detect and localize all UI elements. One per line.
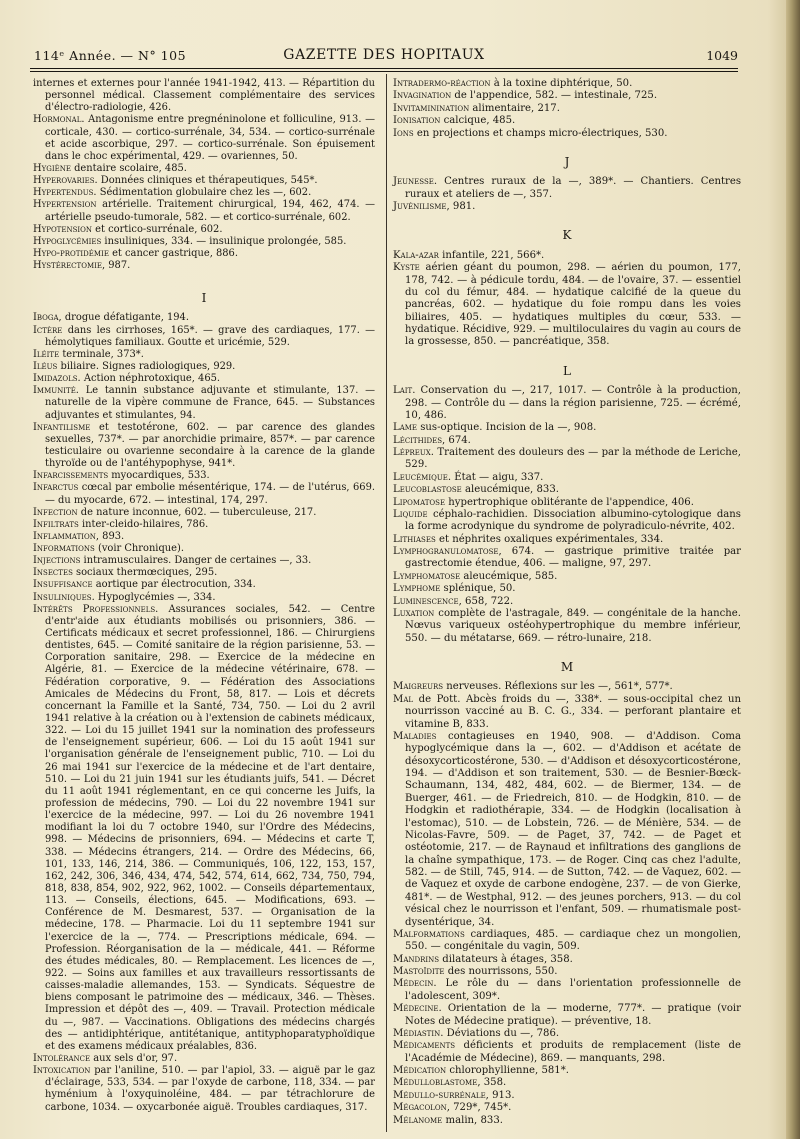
entry-references: en projections et champs micro-électriques, 530. — [413, 127, 668, 139]
entry-references: aleucémique, 833. — [461, 484, 559, 496]
index-entry — [33, 312, 375, 324]
entry-headword: Inflammation, — [33, 530, 100, 542]
index-entry — [393, 472, 741, 484]
header-rule — [30, 68, 738, 69]
index-entry — [393, 1065, 741, 1077]
entry-headword: Médecine. — [393, 1003, 442, 1015]
entry-references: Hypoglycémies —, 334. — [94, 591, 216, 603]
index-entry — [33, 260, 375, 272]
index-entry — [33, 385, 375, 421]
entry-references: des nourrissons, 550. — [444, 966, 558, 977]
section-letter: K — [562, 228, 572, 243]
index-entry — [33, 1053, 375, 1065]
entry-references: sus-optique. Incision de la —, 908. — [417, 422, 597, 434]
entry-references: chlorophyllienne, 581*. — [446, 1065, 569, 1076]
index-entry — [33, 224, 375, 236]
index-entry — [33, 114, 375, 163]
index-entry — [33, 163, 375, 175]
entry-references: artérielle. Traitement chirurgical, 194, 462, 474. — artérielle pseudo-tumorale, 582. — et cortico-surrénale, 602. — [45, 199, 375, 223]
entry-references: Antagonisme entre pregnéninolone et folliculine, 913. — corticale, 430. — cortico-surrénale, 34, 534. — cortico-surrénale et acide ascorbique, 297. — cortico-surrénale. Son épuisement dans le choc expérimental, 429. — ovariennes, 50. — [45, 114, 375, 162]
entry-references: inter-cleido-hilaires, 786. — [78, 518, 209, 530]
running-header — [30, 44, 738, 66]
entry-headword: Kyste — [393, 262, 420, 274]
index-entry — [33, 592, 375, 604]
entry-headword: Mastoïdite — [393, 966, 445, 977]
entry-headword: Infantilisme — [33, 421, 91, 433]
section-letter: J — [564, 154, 570, 169]
index-entry — [33, 187, 375, 199]
entry-headword: Lécithides, — [393, 434, 446, 446]
entry-headword: Luxation — [393, 607, 435, 619]
entry-headword: Médecin. — [393, 978, 437, 990]
page-number: 1049 — [706, 48, 738, 63]
entry-references: Le tannin substance adjuvante et stimulante, 137. — naturelle de la vipère commune de France, 645. — Substances adjuvantes et stimulantes, 94. — [45, 385, 375, 421]
entry-headword: Hypertendus. — [33, 187, 97, 199]
entry-references: aleucémique, 585. — [460, 570, 558, 582]
entry-references: cardiaques, 485. — cardiaque chez un mongolien, 550. — congénitale du vagin, 509. — [405, 928, 741, 953]
index-entry — [393, 608, 741, 645]
index-entry — [393, 929, 741, 954]
entry-headword: Lame — [393, 422, 418, 434]
issue-label: 114ᵉ Année. — N° 105 — [34, 48, 187, 63]
entry-headword: Médullo-surrénale, — [393, 1089, 489, 1101]
entry-references: dans les cirrhoses, 165*. — grave des cardiaques, 177. — hémolytiques familiaux. Goutte et uricémie, 529. — [45, 324, 375, 348]
index-entry — [393, 694, 741, 731]
index-entry — [393, 1040, 741, 1065]
index-entry — [33, 175, 375, 187]
entry-references: splénique, 50. — [440, 583, 516, 595]
entry-headword: Iboga, — [33, 312, 62, 324]
entry-headword: Infarctus — [33, 482, 79, 494]
index-entry — [393, 201, 741, 213]
index-entry — [33, 373, 375, 385]
entry-references: Assurances sociales, 542. — Centre d'entr'aide aux étudiants mobilisés ou prisonniers, 386. — Certificats médicaux et secret professionnel, 186. — Chirurgiens dentistes, 645. — Comité sanitaire de la région parisienne, 53. — Corporation sanitaire, 298. — Exercice de la médecine en Algérie, 81. — Exercice de la médecine vétérinaire, 678. — Fédération corporative, 9. — Fédération des Associations Amicales de Médecins du Front, 58, 817. — Lois et décrets concernant la Famille et la Santé, 734, 750. — Loi du 2 avril 1941 relative à la création ou à l'extension de cabinets médicaux, 322. — Loi du 15 juillet 1941 sur la nomination des professeurs de l'enseignement supérieur, 606. — Loi du 15 août 1941 sur l'organisation générale de l'enseignement public, 710. — Loi du 26 mai 1941 sur l'exercice de la médecine et de l'art dentaire, 510. — Loi du 21 juin 1941 sur les étudiants juifs, 541. — Décret du 11 août 1941 réglementant, en ce qui concerne les Juifs, la profession de médecins, 790. — Loi du 22 novembre 1941 sur l'exercice de la médecine, 997. — Loi du 26 novembre 1941 modifiant la loi du 7 octobre 1940, sur l'Ordre des Médecins, 998. — Médecins de prisonniers, 694. — Médecins et carte T, 338. — Médecins étrangers, 214. — Ordre des Médecins, 66, 101, 133, 146, 214, 386. — Communiqués, 106, 122, 153, 157, 162, 242, 306, 346, 434, 474, 542, 574, 614, 662, 734, 750, 794, 818, 838, 854, 902, 922, 962, 1002. — Conseils départementaux, 113. — Conseils, élections, 645. — Modifications, 693. — Conférence de M. Desmarest, 537. — Organisation de la médecine, 178. — Pharmacie. Loi du 11 septembre 1941 sur l'exercice de la —, 774. — Prescriptions médicale, 694. — Profession. Réorganisation de la — médicale, 441. — Réforme des études médicales, 80. — Remplacement. Les licences de —, 922. — Soins aux familles et aux travailleurs ressortissants de caisses-maladie allemandes, 153. — Syndicats. Séquestre de biens composant le patrimoine des — médicaux, 346. — Thèses. Impression et dépôt des —, 409. — Travail. Protection médicale du —, 987. — Vaccinations. Obligations des médecins chargés des — antidiphtérique, antitétanique, antityphoparatyphoïdique et des examens médicaux préalables, 836. — [45, 603, 375, 1052]
entry-references: dilatateurs à étages, 358. — [439, 953, 573, 965]
entry-headword: Injections — [33, 555, 81, 567]
entry-references: aux sels d'or, 97. — [90, 1052, 178, 1064]
index-entry — [393, 484, 741, 496]
entry-references: 674. — gastrique primitive traitée par gastrectomie étendue, 406. — maligne, 97, 297. — [405, 546, 741, 570]
index-entry — [393, 435, 741, 447]
entry-headword: Hypoglycémies — [33, 235, 102, 247]
entry-references: Action néphrotoxique, 465. — [80, 373, 221, 385]
entry-references: cœcal par embolie mésentérique, 174. — de l'utérus, 669. — du myocarde, 672. — intestinal, 174, 297. — [45, 482, 375, 506]
entry-references: sociaux thermœciques, 295. — [72, 567, 218, 579]
entry-headword: Iléite — [33, 348, 60, 360]
entry-references: complète de l'astragale, 849. — congénitale de la hanche. Nœvus variqueux ostéohypertrophique du membre inférieur, 550. — du métatarse, 669. — rétro-lunaire, 218. — [405, 607, 741, 644]
entry-references: Centres ruraux de la —, 389*. — Chantiers. Centres ruraux et ateliers de —, 357. — [405, 176, 741, 200]
index-entry — [393, 534, 741, 546]
entry-references: 987. — [105, 260, 131, 272]
right-column — [393, 78, 741, 1127]
index-entry — [393, 115, 741, 127]
entry-headword: Luminescence, — [393, 595, 462, 607]
entry-headword: Infarcissements — [33, 470, 109, 482]
index-entry — [393, 262, 741, 349]
entry-headword: Hygiène — [33, 162, 71, 174]
entry-headword: Maladies — [393, 730, 437, 742]
index-entry — [393, 103, 741, 115]
index-entry — [393, 497, 741, 509]
index-entry — [393, 1028, 741, 1040]
header-rule-thin — [30, 71, 738, 72]
index-entry — [33, 507, 375, 519]
entry-headword: Leucémique. — [393, 471, 452, 483]
entry-headword: Hormonal. — [33, 114, 85, 126]
entry-references: et cortico-surrénale, 602. — [92, 223, 223, 235]
index-entry — [33, 422, 375, 471]
entry-headword: Juvénilisme, — [393, 201, 450, 212]
entry-references: céphalo-rachidien. Dissociation albumino-cytologique dans la forme acrodynique du syndrome de polyradiculo-névrite, 402. — [405, 508, 741, 533]
index-entry — [33, 325, 375, 349]
entry-references: contagieuses en 1940, 908. — d'Addison. Coma hypoglycémique dans la —, 602. — d'Addison et acétate de désoxycorticostérone, 530. — d'Addison et désoxycorticostérone, 194. — d'Addison et son traitement, 530. — de Besnier-Bœck-Schaumann, 134, 482, 484, 602. — de Biermer, 134. — de Buerger, 461. — de Friedreich, 810. — de Hodgkin, 810. — de Hodgkin et radiothérapie, 334. — de Hodgkin (localisation à l'estomac), 510. — de Lobstein, 726. — de Ménière, 534. — de Nicolas-Favre, 509. — de Paget, 37, 742. — de Paget et ostéotomie, 217. — de Raynaud et infiltrations des ganglions de la chaîne sympathique, 173. — de Roger. Cinq cas chez l'adulte, 582. — de Still, 745, 914. — de Sutton, 742. — de Vaquez, 602. — de Vaquez et oxyde de carbone endogène, 237. — de von Gierke, 481*. — de Westphal, 912. — des jeunes porchers, 913. — du col vésical chez le nourrisson et l'enfant, 509. — rhumatismale post-dysentérique, 34. — [405, 730, 741, 928]
entry-references: Le rôle du — dans l'orientation professionnelle de l'adolescent, 309*. — [405, 978, 741, 1002]
entry-references: à la toxine diphtérique, 50. — [490, 78, 633, 89]
entry-references: de nature inconnue, 602. — tuberculeuse, 217. — [77, 506, 317, 518]
index-entry — [393, 1077, 741, 1089]
index-entry — [33, 236, 375, 248]
entry-references: intramusculaires. Danger de certaines —, 33. — [80, 555, 312, 567]
entry-references: Conservation du —, 217, 1017. — Contrôle à la production, 298. — Contrôle du — dans la région parisienne, 725. — écrémé, 10, 486. — [405, 385, 741, 421]
index-entry — [33, 579, 375, 591]
index-entry — [33, 349, 375, 361]
index-entry — [33, 78, 375, 114]
index-entry — [393, 385, 741, 422]
entry-headword: Hypotension — [33, 223, 93, 235]
entry-headword: Hyperovaries. — [33, 175, 98, 187]
entry-headword: Lépreux. — [393, 447, 434, 458]
page-edge — [786, 0, 800, 1139]
entry-references: drogue défatigante, 194. — [61, 312, 189, 324]
entry-headword: Lithiases — [393, 533, 436, 545]
entry-headword: Insuliniques. — [33, 591, 95, 603]
index-entry — [33, 531, 375, 543]
entry-references: 729*, 745*. — [449, 1102, 512, 1114]
entry-headword: Maigreurs — [393, 681, 444, 693]
index-entry — [33, 555, 375, 567]
index-entry — [393, 128, 741, 140]
index-entry — [393, 90, 741, 102]
entry-references: infantile, 221, 566*. — [438, 249, 545, 261]
entry-headword: Mélanome — [393, 1114, 443, 1126]
entry-references: aérien géant du poumon, 298. — aérien du poumon, 177, 178, 742. — à pédicule tordu, 484. — de l'ovaire, 37. — essentiel du col du fémur, 484. — hydatique calcifié de la queue du pancréas, 602. — hydatique du foie rompu dans les voies biliaires, 405. — hydatiques multiples du cœur, 533. — hydatique. Récidive, 929. — multiloculaires du vagin au cours de la grossesse, 850. — pancréatique, 358. — [405, 262, 741, 348]
entry-headword: Invitaminination — [393, 102, 470, 114]
entry-references: (voir Chronique). — [94, 543, 184, 555]
entry-headword: Médulloblastome, — [393, 1077, 481, 1089]
index-entry — [393, 1003, 741, 1028]
index-entry — [393, 1090, 741, 1102]
entry-headword: Informations — [33, 543, 95, 555]
entry-references: myocardiques, 533. — [108, 470, 210, 482]
index-entry — [393, 583, 741, 595]
entry-references: biliaire. Signes radiologiques, 929. — [57, 360, 236, 372]
entry-references: insuliniques, 334. — insulinique prolongée, 585. — [101, 235, 347, 247]
section-letter: I — [201, 291, 207, 306]
entry-references: nerveuses. Réflexions sur les —, 561*, 577*. — [443, 681, 673, 693]
index-entry — [393, 954, 741, 966]
entry-references: alimentaire, 217. — [469, 102, 560, 114]
index-entry — [33, 604, 375, 1053]
entry-headword: Ions — [393, 127, 414, 139]
entry-headword: Hypo-protidémie — [33, 247, 109, 259]
index-entry — [393, 546, 741, 571]
entry-headword: Médiastin. — [393, 1027, 444, 1039]
journal-title: GAZETTE DES HOPITAUX — [283, 47, 485, 63]
index-entry — [33, 567, 375, 579]
entry-headword: Infiltrats — [33, 518, 79, 530]
entry-references: 893. — [99, 530, 125, 542]
entry-references: déficients et produits de remplacement (liste de l'Académie de Médecine), 869. — manquants, 298. — [405, 1040, 741, 1064]
entry-headword: Immunité. — [33, 385, 79, 397]
index-entry — [33, 482, 375, 506]
column-divider — [386, 74, 387, 1132]
entry-headword: Malformations — [393, 928, 465, 940]
entry-headword: Hystérectomie, — [33, 260, 106, 272]
entry-headword: Intoxication — [33, 1065, 91, 1077]
entry-references: internes et externes pour l'année 1941-1942, 413. — Répartition du personnel médical. Classement complémentaire des services d'électro-radiologie, 426. — [33, 78, 375, 114]
entry-references: Sédimentation globulaire chez les —, 602. — [96, 187, 312, 199]
index-entry — [33, 543, 375, 555]
index-entry — [393, 596, 741, 608]
section-letter: M — [560, 660, 574, 674]
entry-headword: Infection — [33, 506, 78, 518]
index-entry — [393, 250, 741, 262]
entry-references: 658, 722. — [461, 595, 514, 607]
entry-references: 913. — [488, 1089, 515, 1101]
entry-headword: Mandrins — [393, 953, 440, 965]
entry-headword: Jeunesse. — [393, 176, 438, 188]
entry-headword: Kala-azar — [393, 249, 439, 261]
index-entry — [393, 509, 741, 534]
entry-references: Orientation de la — moderne, 777*. — pratique (voir Notes de Médecine pratique). — préventive, 18. — [405, 1003, 741, 1027]
entry-headword: Liquide — [393, 508, 428, 520]
entry-references: Déviations du —, 786. — [443, 1027, 560, 1039]
entry-headword: Imidazols. — [33, 373, 81, 385]
entry-headword: Lymphogranulomatose, — [393, 546, 502, 557]
entry-headword: Hypertension — [33, 199, 97, 211]
entry-headword: Ionisation — [393, 115, 441, 127]
index-entry — [33, 519, 375, 531]
entry-references: État — aigu, 337. — [451, 471, 544, 483]
entry-references: et néphrites oxaliques expérimentales, 334. — [435, 533, 664, 545]
index-entry — [33, 248, 375, 260]
index-entry — [393, 978, 741, 1003]
entry-headword: Insuffisance — [33, 579, 93, 591]
entry-headword: Lymphome — [393, 583, 441, 595]
index-entry — [33, 361, 375, 373]
index-entry — [393, 731, 741, 929]
section-letter: L — [563, 363, 571, 378]
index-entry — [33, 1065, 375, 1114]
entry-references: Données cliniques et thérapeutiques, 545*. — [97, 175, 318, 187]
index-entry — [393, 78, 741, 90]
index-entry — [393, 422, 741, 434]
index-entry — [393, 1115, 741, 1127]
entry-references: 358. — [480, 1077, 507, 1089]
entry-references: calcique, 485. — [440, 115, 516, 127]
entry-headword: Ictère — [33, 324, 63, 336]
entry-headword: Mal — [393, 693, 414, 705]
entry-references: aortique par électrocution, 334. — [92, 579, 256, 591]
entry-headword: Lymphomatose — [393, 570, 461, 582]
entry-references: hypertrophique oblitérante de l'appendice, 406. — [445, 496, 694, 508]
entry-headword: Iléus — [33, 360, 58, 372]
entry-references: Traitement des douleurs des — par la méthode de Leriche, 529. — [405, 447, 741, 471]
entry-references: par l'aniline, 510. — par l'apiol, 33. — aiguë par le gaz d'éclairage, 533, 534. — par l'oxyde de carbone, 118, 334. — par hyménium à l'oxyquinoléine, 484. — par tétrachlorure de carbone, 1034. — oxycarbonée aiguë. Troubles cardiaques, 317. — [45, 1065, 375, 1113]
left-column — [33, 78, 375, 1114]
entry-headword: Lipomatose — [393, 496, 446, 508]
entry-references: 674. — [445, 434, 471, 446]
entry-headword: Médicaments — [393, 1040, 456, 1052]
entry-headword: Intradermo-réaction — [393, 78, 491, 89]
entry-headword: Intérêts Professionnels. — [33, 603, 159, 615]
entry-references: dentaire scolaire, 485. — [70, 162, 187, 174]
entry-headword: Invagination — [393, 90, 452, 102]
entry-headword: Leucoblastose — [393, 484, 462, 496]
entry-references: malin, 833. — [442, 1114, 503, 1126]
index-entry — [33, 199, 375, 223]
entry-references: terminale, 373*. — [59, 348, 144, 360]
entry-headword: Mégacolon, — [393, 1102, 450, 1114]
index-entry — [393, 681, 741, 693]
entry-references: 981. — [449, 201, 476, 212]
entry-headword: Insectes — [33, 567, 73, 579]
index-entry — [33, 470, 375, 482]
index-entry — [393, 1102, 741, 1114]
entry-headword: Médication — [393, 1065, 447, 1076]
index-entry — [393, 571, 741, 583]
entry-headword: Lait. — [393, 385, 416, 397]
index-entry — [393, 447, 741, 472]
entry-references: et cancer gastrique, 886. — [108, 247, 238, 259]
entry-references: de Pott. Abcès froids du —, 338*. — sous-occipital chez un nourrisson vacciné au B. C. G., 334. — perforant plantaire et vitamine B, 833. — [405, 693, 741, 730]
index-entry — [393, 176, 741, 201]
entry-headword: Intolérance — [33, 1052, 91, 1064]
entry-references: et testotérone, 602. — par carence des glandes sexuelles, 737*. — par anorchidie primaire, 857*. — par carence testiculaire ou ovarienne secondaire à la carence de la glande thyroïde ou de l'antéhypophyse, 941*. — [45, 421, 375, 470]
index-entry — [393, 966, 741, 978]
entry-references: de l'appendice, 582. — intestinale, 725. — [451, 90, 658, 102]
